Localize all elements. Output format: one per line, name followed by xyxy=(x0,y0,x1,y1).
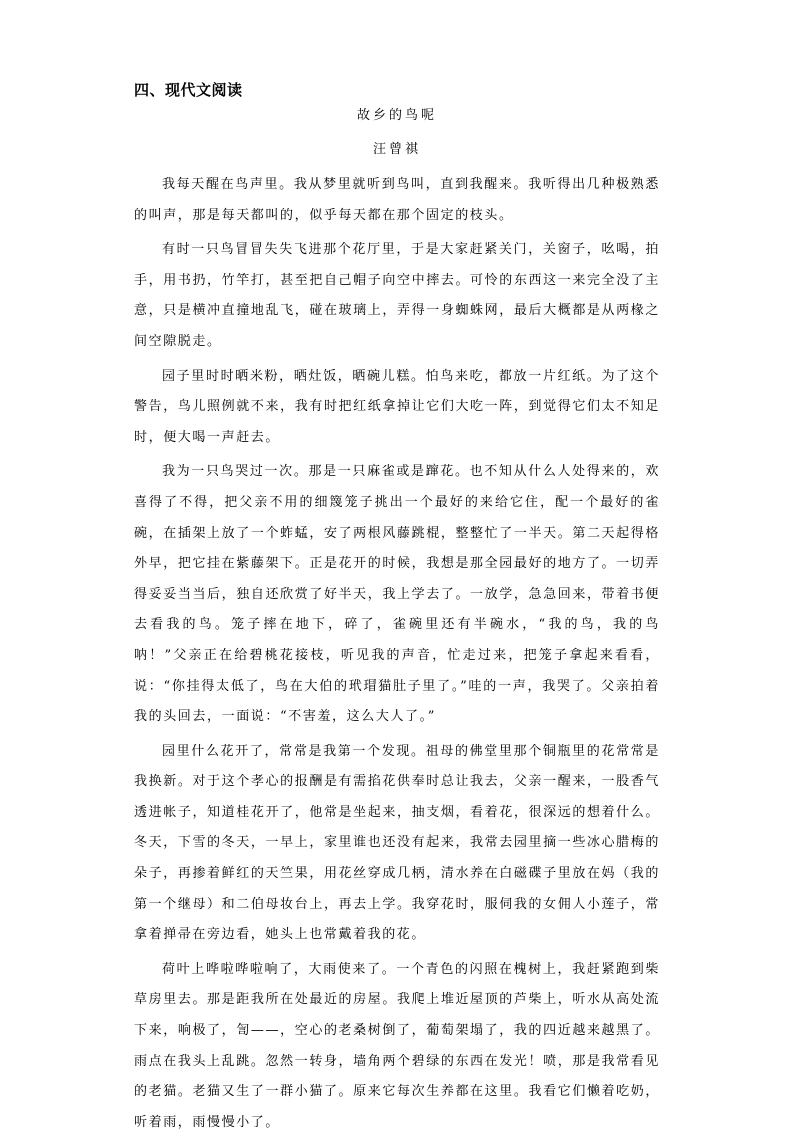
article-author: 汪曾祺 xyxy=(372,142,421,157)
paragraph: 园子里时时晒米粉，晒灶饭，晒碗儿糕。怕鸟来吃，都放一片红纸。为了这个警告，鸟儿照例就不来，我有时把红纸拿掉让它们大吃一阵，到觉得它们太不知足时，便大喝一声赶去。 xyxy=(134,368,660,445)
paragraph: 有时一只鸟冒冒失失飞进那个花厅里，于是大家赶紧关门，关窗子，吆喝，拍手，用书扔，竹竿打，甚至把自己帽子向空中摔去。可怜的东西这一来完全没了主意，只是横冲直撞地乱飞，碰在玻璃上，弄得一身蜘蛛网，最后大概都是从两椽之间空隙脱走。 xyxy=(134,242,660,349)
article-title: 故乡的鸟呢 xyxy=(356,108,437,123)
paragraph: 我为一只鸟哭过一次。那是一只麻雀或是蹿花。也不知从什么人处得来的，欢喜得了不得，把父亲不用的细篾笼子挑出一个最好的来给它住，配一个最好的雀碗，在插架上放了一个蚱蜢，安了两根风藤跳棍，整整忙了一半天。第二天起得格外早，把它挂在紫藤架下。正是花开的时候，我想是那全园最好的地方了。一切弄得妥妥当当后，独自还欣赏了好半天，我上学去了。一放学，急急回来，带着书便去看我的鸟。笼子摔在地下，碎了，雀碗里还有半碗水，“我的鸟，我的鸟呐！”父亲正在给碧桃花接枝，听见我的声音，忙走过来，把笼子拿起来看看，说：“你挂得太低了，鸟在大伯的玳瑁猫肚子里了。”哇的一声，我哭了。父亲拍着我的头回去，一面说：“不害羞，这么大人了。” xyxy=(134,464,660,725)
article-body xyxy=(134,170,660,1142)
paragraph: 我每天醒在鸟声里。我从梦里就听到鸟叫，直到我醒来。我听得出几种极熟悉的叫声，那是每天都叫的，似乎每天都在那个固定的枝头。 xyxy=(134,177,660,223)
paragraph: 园里什么花开了，常常是我第一个发现。祖母的佛堂里那个铜瓶里的花常常是我换新。对于这个孝心的报酬是有需掐花供奉时总让我去，父亲一醒来，一股香气透进帐子，知道桂花开了，他常是坐起来，抽支烟，看着花，很深远的想着什么。冬天，下雪的冬天，一早上，家里谁也还没有起来，我常去园里摘一些冰心腊梅的朵子，再掺着鲜红的天竺果，用花丝穿成几柄，清水养在白磁碟子里放在妈（我的第一个继母）和二伯母妆台上，再去上学。我穿花时，服伺我的女佣人小莲子，常拿着掸帚在旁边看，她头上也常戴着我的花。 xyxy=(134,743,660,943)
paragraph: 荷叶上哗啦哗啦响了，大雨使来了。一个青色的闪照在槐树上，我赶紧跑到柴草房里去。那是距我所在处最近的房屋。我爬上堆近屋顶的芦柴上，听水从高处流下来，响极了，訇——，空心的老桑树倒了，葡萄架塌了，我的四近越来越黑了。雨点在我头上乱跳。忽然一转身，墙角两个碧绿的东西在发光！喷，那是我常看见的老猫。老猫又生了一群小猫了。原来它每次生养都在这里。我看它们懒着吃奶，听着雨，雨慢慢小了。 xyxy=(134,961,660,1130)
section-heading: 四、现代文阅读 xyxy=(134,81,243,99)
